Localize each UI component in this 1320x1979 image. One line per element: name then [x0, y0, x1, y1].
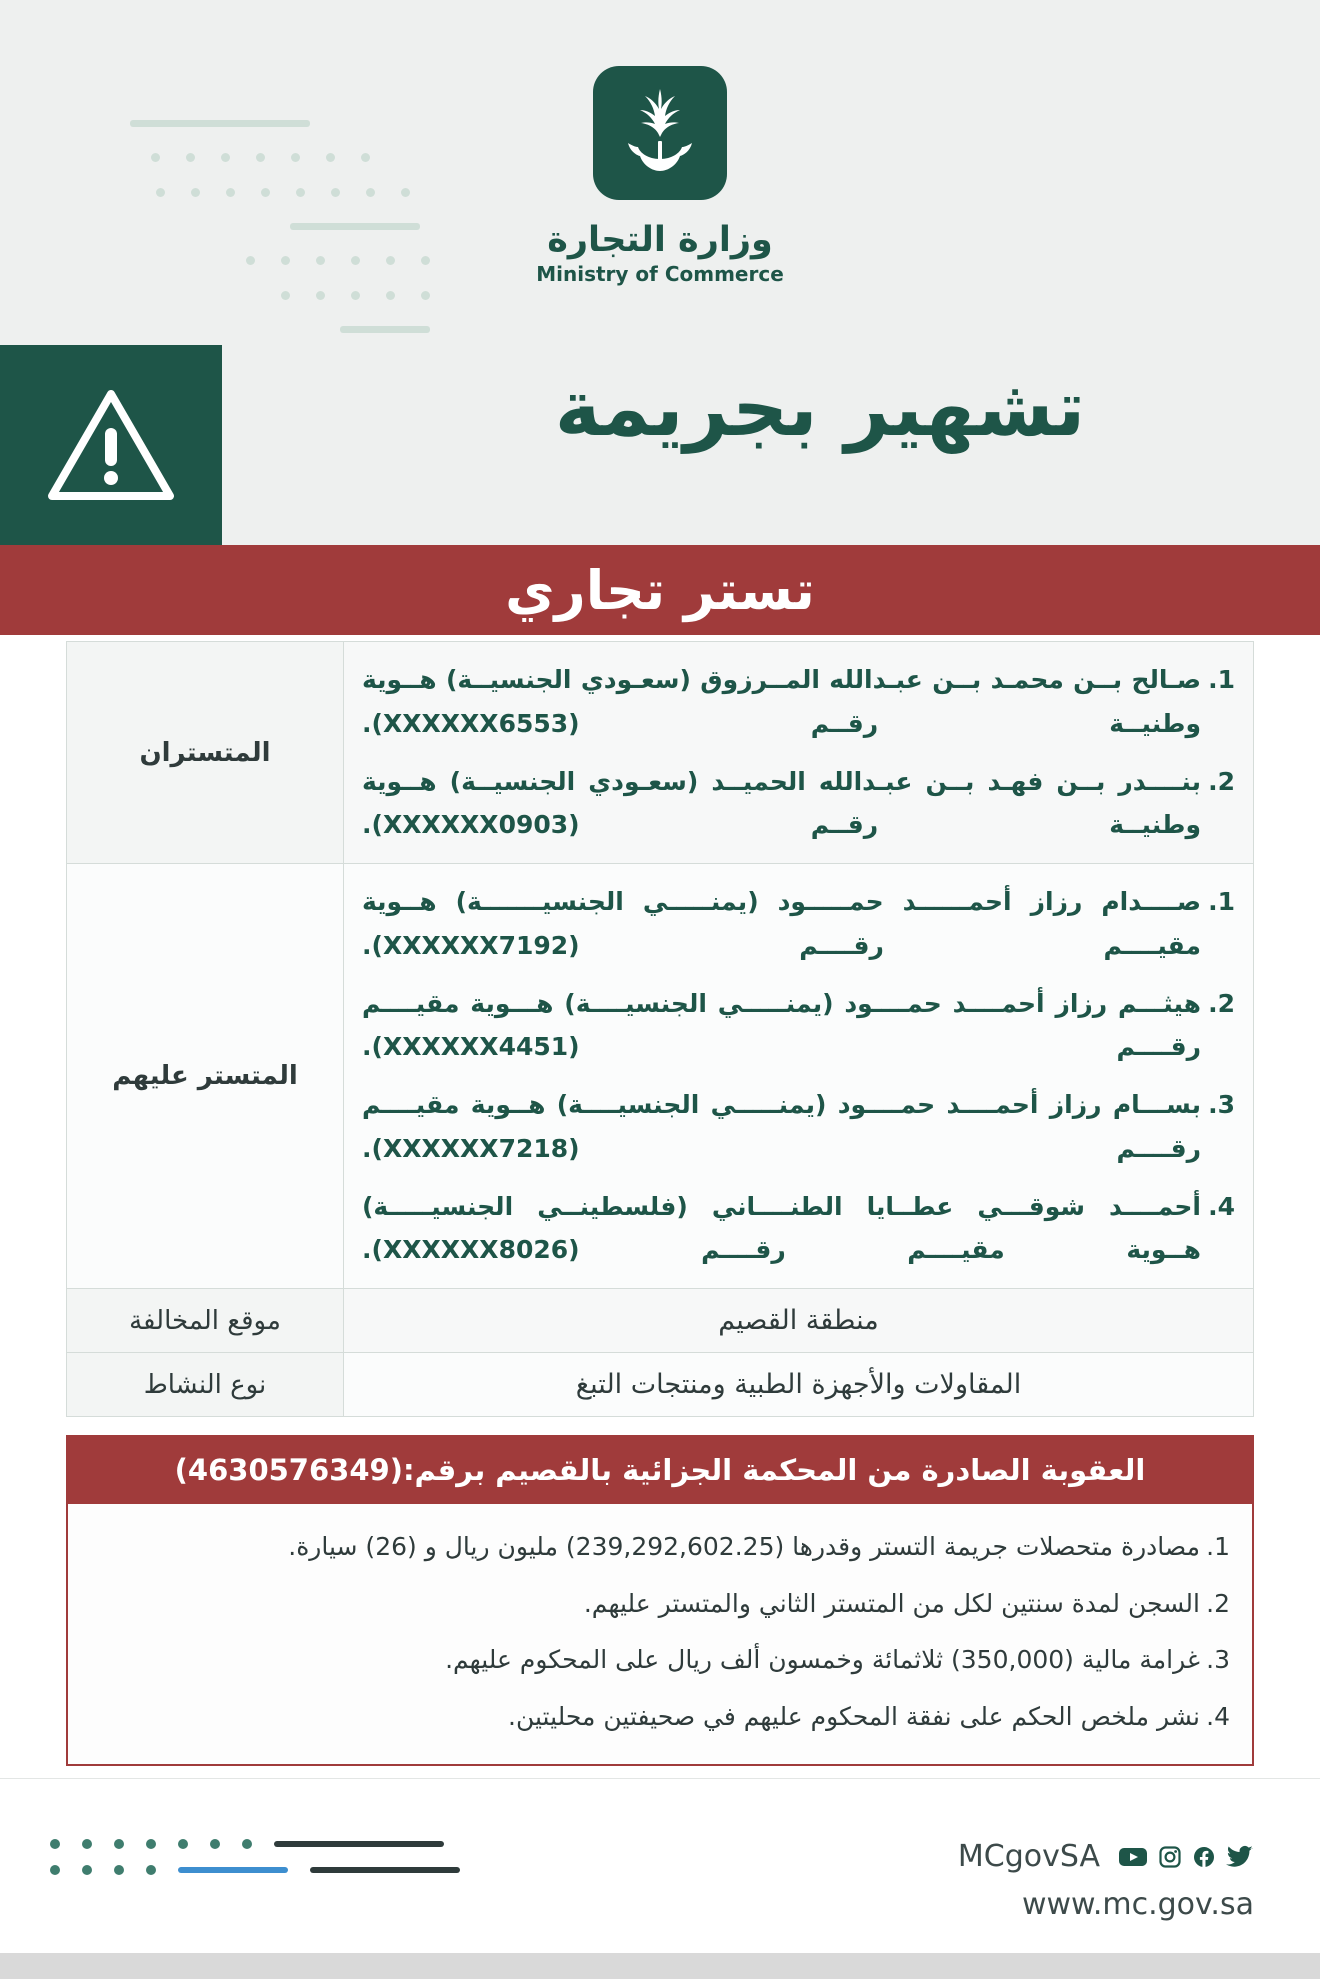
ministry-name-ar: وزارة التجارة: [547, 220, 773, 260]
list-item: غرامة مالية (350,000) ثلاثمائة وخمسون ألف ريال على المحكوم عليهم.: [445, 1645, 1200, 1675]
social-links: [958, 1839, 1254, 1874]
table-row: [67, 642, 1254, 864]
poster-header: [0, 0, 1320, 545]
list-item: صــــدام رزاز أحمــــــد حمـــــود (يمنـــــي الجنسيـــــــة) هــوية مقيــــم رقــــم (XXXXXX7192).: [362, 887, 1201, 960]
saudi-emblem-icon: [593, 66, 727, 200]
table-row: [67, 1289, 1254, 1353]
concealed-list: [362, 880, 1235, 1272]
activity-type-label: نوع النشاط: [67, 1353, 344, 1417]
list-item: مصادرة متحصلات جريمة التستر وقدرها (239,292,602.25) مليون ريال و (26) سيارة.: [288, 1532, 1200, 1562]
facebook-icon[interactable]: [1192, 1845, 1216, 1869]
crime-type-banner: [0, 545, 1320, 635]
crime-type-label: تستر تجاري: [505, 558, 815, 622]
table-row: [67, 864, 1254, 1289]
penalty-list: [68, 1504, 1252, 1764]
list-item: نشر ملخص الحكم على نفقة المحكوم عليهم في صحيفتين محليتين.: [508, 1701, 1200, 1731]
social-handle: MCgovSA: [957, 1839, 1100, 1874]
concealed-cell: [344, 864, 1254, 1289]
twitter-icon[interactable]: [1226, 1845, 1254, 1869]
warning-badge: [0, 345, 222, 545]
list-item: صـالح بــن محمـد بــن عبـدالله المــرزوق (سعـودي الجنسيــة) هــوية وطنيــة رقــم (XXXXXX6553).: [362, 665, 1201, 738]
page-title: تشهير بجريمة: [554, 364, 1086, 454]
footer-decoration: [50, 1839, 670, 1929]
warning-triangle-icon: [46, 386, 176, 504]
instagram-icon[interactable]: [1158, 1845, 1182, 1869]
list-item: بســـام رزاز أحمــــد حمــــود (يمنـــــي الجنسيــــة) هــوية مقيــــم رقــــم (XXXXXX7218).: [362, 1090, 1201, 1163]
list-item: بنــــدر بــن فهـد بــن عبـدالله الحميــد (سعـودي الجنسيــة) هــوية وطنيــة رقــم (XXXXXX0903).: [362, 766, 1201, 840]
concealers-list: [362, 658, 1235, 847]
concealers-label: المتستران: [67, 642, 344, 864]
ministry-logo: [0, 66, 1320, 286]
list-item: هيثـــم رزاز أحمــــد حمــــود (يمنـــــي الجنسيــــة) هـــوية مقيــــم رقــــم (XXXXXX4451).: [362, 988, 1201, 1062]
penalty-heading: العقوبة الصادرة من المحكمة الجزائية بالقصيم برقم:(4630576349): [68, 1437, 1252, 1504]
table-row: [67, 1353, 1254, 1417]
concealed-label: المتستر عليهم: [67, 864, 344, 1289]
website-url[interactable]: www.mc.gov.sa: [1021, 1887, 1254, 1922]
concealers-cell: [344, 642, 1254, 864]
youtube-icon[interactable]: [1118, 1845, 1148, 1869]
poster-footer: [0, 1778, 1320, 1979]
details-table-wrapper: [0, 635, 1320, 1417]
list-item: أحمــــد شوقـــي عطــايا الطنــــاني (فلسطينــي الجنسيـــــة) هــوية مقيــــم رقــــم (XXXXXX8026).: [362, 1191, 1201, 1265]
activity-type-value: المقاولات والأجهزة الطبية ومنتجات التبغ: [344, 1353, 1254, 1417]
list-item: السجن لمدة سنتين لكل من المتستر الثاني والمتستر عليهم.: [583, 1588, 1200, 1618]
details-table: [66, 641, 1254, 1417]
bottom-bar: [0, 1953, 1320, 1979]
violation-location-value: منطقة القصيم: [344, 1289, 1254, 1353]
penalty-section: [66, 1435, 1254, 1766]
violation-location-label: موقع المخالفة: [67, 1289, 344, 1353]
ministry-name-en: Ministry of Commerce: [536, 262, 784, 286]
